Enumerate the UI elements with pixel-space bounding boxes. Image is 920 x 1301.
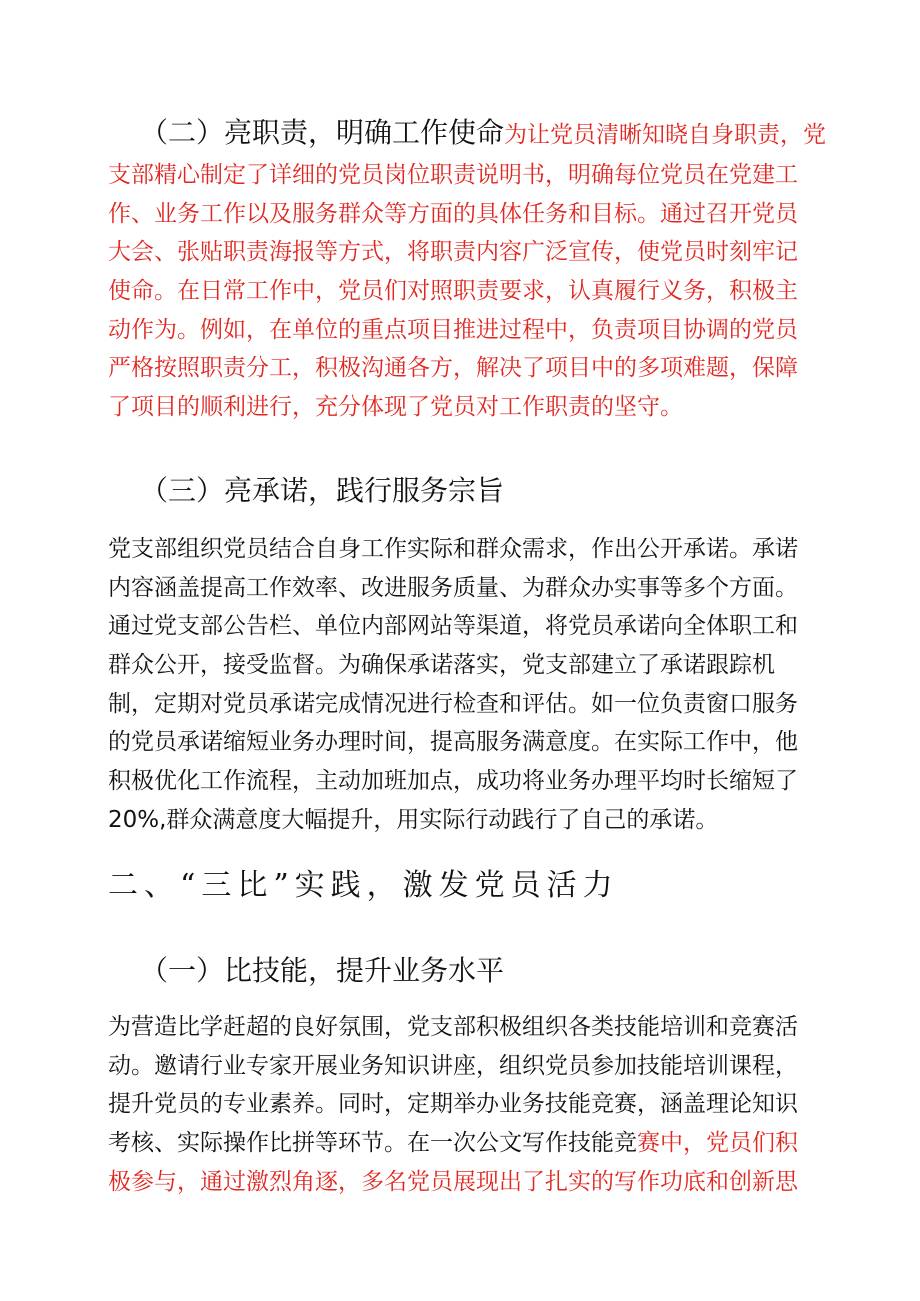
subsection-heading-2: [140, 116, 826, 152]
paragraph-line: 了项目的顺利进行，充分体现了党员对工作职责的坚守。: [108, 394, 683, 421]
paragraph-duties: [108, 156, 808, 427]
paragraph-line: 作、业务工作以及服务群众等方面的具体任务和目标。通过召开党员: [108, 200, 798, 227]
paragraph-line-mixed: [108, 1124, 808, 1163]
paragraph-line: 动。邀请行业专家开展业务知识讲座，组织党员参加技能培训课程，: [108, 1052, 798, 1079]
subsection-heading-2-red-text: 为让党员清晰知晓自身职责，党: [504, 122, 827, 148]
paragraph-line: 制，定期对党员承诺完成情况进行检查和评估。如一位负责窗口服务: [108, 690, 798, 717]
section-heading-part-2: 二、“三比”实践，激发党员活力: [108, 868, 619, 903]
subsection-heading-3: （三）亮承诺，践行服务宗旨: [140, 474, 505, 507]
paragraph-commitment: [108, 530, 808, 840]
paragraph-line: 使命。在日常工作中，党员们对照职责要求，认真履行义务，积极主: [108, 278, 798, 305]
paragraph-line-black-part: 考核、实际操作比拼等环节。在一次公文写作技能竞: [108, 1130, 637, 1157]
paragraph-line: 的党员承诺缩短业务办理时间，提高服务满意度。在实际工作中，他: [108, 729, 798, 756]
paragraph-skills: [108, 1008, 808, 1201]
subsection-heading-2-title: （二）亮职责，明确工作使命: [140, 116, 505, 149]
paragraph-line: 支部精心制定了详细的党员岗位职责说明书，明确每位党员在党建工: [108, 162, 798, 188]
paragraph-line: 为营造比学赶超的良好氛围，党支部积极组织各类技能培训和竞赛活: [108, 1014, 798, 1040]
paragraph-line: 党支部组织党员结合自身工作实际和群众需求，作出公开承诺。承诺: [108, 536, 798, 562]
paragraph-line: 动作为。例如，在单位的重点项目推进过程中，负责项目协调的党员: [108, 316, 798, 343]
paragraph-line: 严格按照职责分工，积极沟通各方，解决了项目中的多项难题，保障: [108, 355, 798, 382]
paragraph-line: 极参与，通过激烈角逐，多名党员展现出了扎实的写作功底和创新思: [108, 1168, 798, 1195]
paragraph-line: 20%,群众满意度大幅提升，用实际行动践行了自己的承诺。: [108, 806, 719, 833]
paragraph-line: 内容涵盖提高工作效率、改进服务质量、为群众办实事等多个方面。: [108, 574, 798, 601]
paragraph-line: 积极优化工作流程，主动加班加点，成功将业务办理平均时长缩短了: [108, 768, 798, 795]
paragraph-line: 群众公开，接受监督。为确保承诺落实，党支部建立了承诺跟踪机: [108, 652, 775, 679]
paragraph-line: 通过党支部公告栏、单位内部网站等渠道，将党员承诺向全体职工和: [108, 613, 798, 640]
subsection-heading-part2-1: （一）比技能，提升业务水平: [140, 954, 505, 987]
paragraph-line-red-part: 赛中，党员们积: [637, 1130, 798, 1157]
paragraph-line: 大会、张贴职责海报等方式，将职责内容广泛宣传，使党员时刻牢记: [108, 239, 798, 266]
paragraph-line: 提升党员的专业素养。同时，定期举办业务技能竞赛，涵盖理论知识: [108, 1091, 798, 1118]
